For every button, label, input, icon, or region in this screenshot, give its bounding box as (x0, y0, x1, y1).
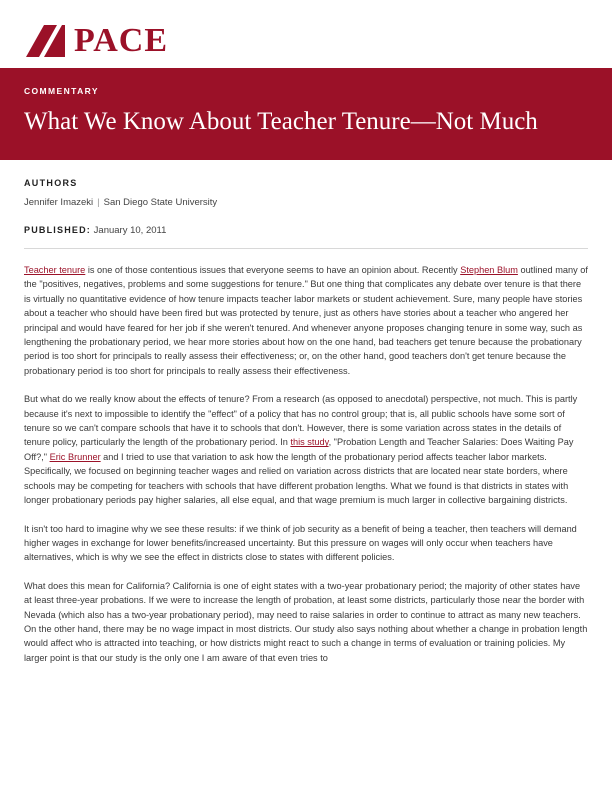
article-meta (0, 160, 612, 236)
author-affiliation: San Diego State University (103, 197, 218, 208)
paragraph-1 (24, 263, 588, 378)
author-name: Jennifer Imazeki (24, 197, 94, 208)
site-logo-text[interactable]: PACE (74, 22, 169, 59)
paragraph-1-text-a: is one of those contentious issues that everyone seems to have an opinion about. Recently (85, 265, 461, 275)
author-separator: | (97, 197, 100, 208)
author-line (24, 197, 588, 208)
published-label: PUBLISHED: (24, 225, 92, 235)
paragraph-2-text-b: , "Probation Length and Teacher Salaries: Does Waiting Pay Off?," (24, 437, 574, 462)
paragraph-2 (24, 392, 588, 507)
teacher-tenure-link[interactable]: Teacher tenure (24, 265, 86, 275)
eric-brunner-link[interactable]: Eric Brunner (49, 451, 101, 462)
authors-label: AUTHORS (24, 178, 78, 188)
this-study-link[interactable]: this study (290, 437, 329, 448)
site-header (0, 0, 612, 68)
paragraph-2-text-a: But what do we really know about the effects of tenure? From a research (as opposed to anecdotal) perspective, not much. This is partly because it's next to impossible to identify the "effect" of a policy that has no control group; that is, all public schools have some sort of tenure so we can't compare schools that have it to schools that don't. However, there is some variation across states in the details of tenure policy, particularly the length of the probationary period. In (24, 394, 578, 448)
article-kicker: COMMENTARY (24, 86, 99, 96)
paragraph-4: What does this mean for California? California is one of eight states with a two-year probationary period; the majority of other states have at least three-year probations. If we were to increase the length of probation, at least some districts, particularly those near the border with Nevada (which also has a two-year probationary period), may need to raise salaries in order to continue to attract as many new teachers. On the other hand, there may be no wage impact in most districts. Our study also says nothing about whether a change in probation length would affect who is attracted into teaching, or how districts might react to such a change in terms of evaluation or training policies. My larger point is that our study is the only one I am aware of that even tries to (24, 580, 588, 663)
paragraph-1-text-b: outlined many of the "positives, negatives, problems and some suggestions for tenure." But one thing that complicates any debate over tenure is that there is virtually no quantitative evidence of how tenure impacts teacher labor markets or student achievement. Sure, many people have stories about a teacher who should have been fired but was protected by tenure, just as others have stories about a teacher who angered her principal and would have feared for her job if she weren't tenured. And whenever anyone proposes changing tenure in some way, such as lengthening the probationary period, we hear more stories about how on the one hand, bad teachers get tenure because the probationary period is too short for principals to really assess their effectiveness; or, on the other hand, good teachers don't get tenure because the probationary period is too short for principals to really assess their effectiveness. (24, 265, 588, 376)
article-body (0, 249, 612, 665)
pace-chevron-logo-icon[interactable] (24, 24, 66, 58)
paragraph-3: It isn't too hard to imagine why we see these results: if we think of job security as a benefit of being a teacher, then teachers will demand higher wages in exchange for lower benefits/increased uncertainty. But this pressure on wages will only occur when teachers have alternatives, which is why we see the effect in districts close to states with different policies. (24, 523, 577, 563)
article-banner (0, 68, 612, 160)
stephen-blum-link[interactable]: Stephen Blum (460, 265, 518, 275)
published-date: January 10, 2011 (93, 225, 167, 236)
paragraph-2-text-c: and I tried to use that variation to ask how the length of the probationary period affects teacher labor markets. Specifically, we focused on beginning teacher wages and relied on variation across districts that are located near state borders, where schools may be competing for teachers with schools that have different probation lengths. What we found is that districts in states with longer probationary periods pay higher salaries, all else equal, and that wage premium is much larger in collective bargaining districts. (24, 451, 569, 506)
page-title: What We Know About Teacher Tenure—Not Much (24, 108, 538, 135)
published-line (24, 225, 588, 236)
